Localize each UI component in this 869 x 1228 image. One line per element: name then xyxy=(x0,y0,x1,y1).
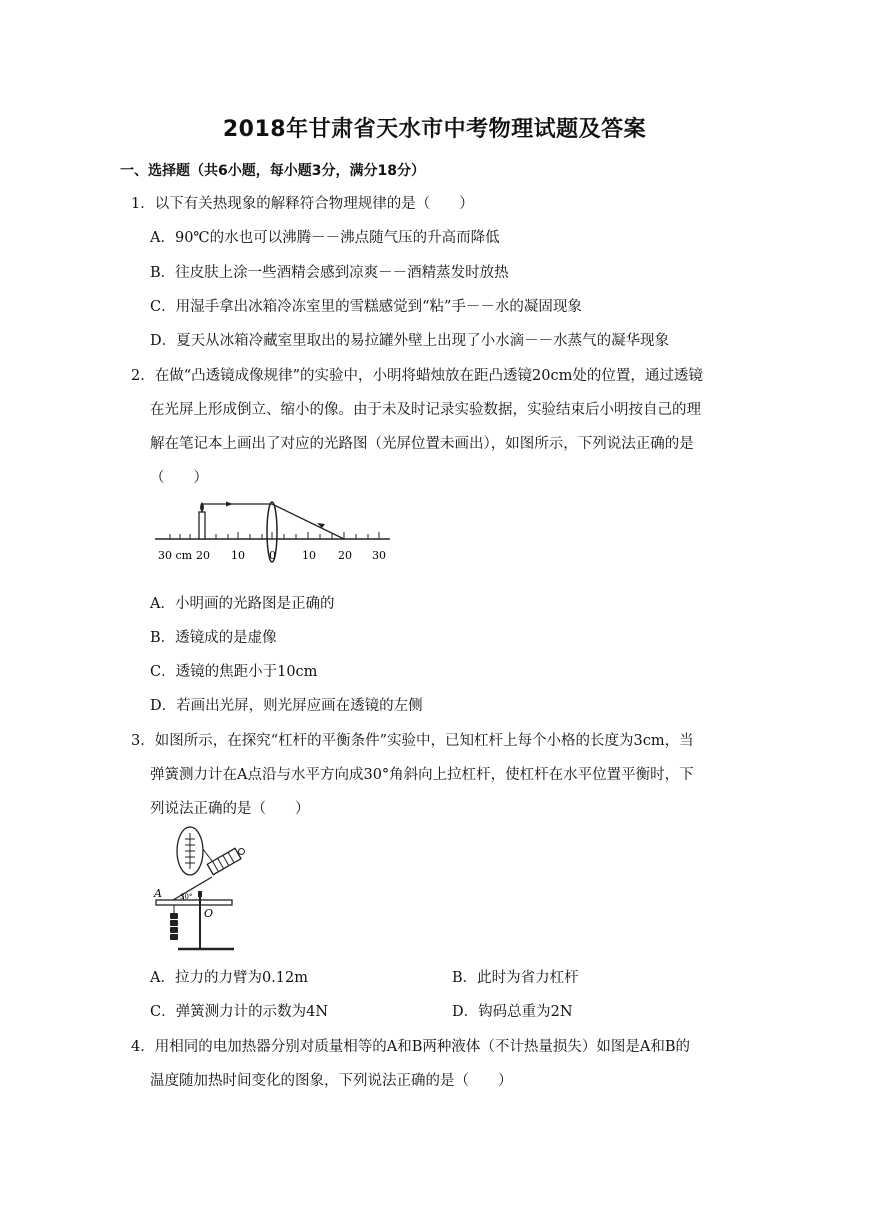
lens-ray-diagram xyxy=(150,492,395,572)
question-3-option-d: D．钩码总重为2N xyxy=(452,1004,573,1020)
question-3-stem-line1: 3．如图所示，在探究“杠杆的平衡条件”实验中，已知杠杆上每个小格的长度为3cm，当 xyxy=(131,733,694,749)
question-3-stem-line3: 列说法正确的是（ ） xyxy=(150,801,310,817)
question-2-option-c: C．透镜的焦距小于10cm xyxy=(150,664,318,680)
question-2-stem-line2: 在光屏上形成倒立、缩小的像。由于未及时记录实验数据，实验结束后小明按自己的理 xyxy=(150,402,701,418)
question-4-stem-line1: 4．用相同的电加热器分别对质量相等的A和B两种液体（不计热量损失）如图是A和B的 xyxy=(131,1039,690,1055)
question-2-stem-line4: （ ） xyxy=(150,470,208,486)
ruler-label-10-right: 10 xyxy=(302,549,316,562)
question-1-option-b: B．往皮肤上涂一些酒精会感到凉爽－－酒精蒸发时放热 xyxy=(150,265,509,281)
ruler-label-10-left: 10 xyxy=(231,549,245,562)
angle-30-label: 30° xyxy=(180,893,193,901)
ruler-label-20-right: 20 xyxy=(338,549,352,562)
question-1-option-d: D．夏天从冰箱冷藏室里取出的易拉罐外壁上出现了小水滴－－水蒸气的凝华现象 xyxy=(150,333,670,349)
ruler-label-0: 0 xyxy=(269,549,276,562)
ruler-label-30-right: 30 xyxy=(372,549,386,562)
question-2-option-b: B．透镜成的是虚像 xyxy=(150,630,277,646)
question-2-stem-line1: 2．在做“凸透镜成像规律”的实验中，小明将蜡烛放在距凸透镜20cm处的位置，通过透镜 xyxy=(131,368,703,384)
candle-shape xyxy=(199,512,205,539)
question-3-option-a: A．拉力的力臂为0.12m xyxy=(150,970,309,986)
question-2-option-d: D．若画出光屏，则光屏应画在透镜的左侧 xyxy=(150,698,423,714)
ruler-label-20-left: 20 xyxy=(196,549,210,562)
question-3-option-b: B．此时为省力杠杆 xyxy=(452,970,579,986)
question-2-option-a: A．小明画的光路图是正确的 xyxy=(150,596,335,612)
question-1-option-c: C．用湿手拿出冰箱冷冻室里的雪糕感觉到“粘”手－－水的凝固现象 xyxy=(150,299,582,315)
page-title: 2018年甘肃省天水市中考物理试题及答案 xyxy=(222,117,647,142)
ruler-label-30cm: 30 cm xyxy=(158,549,193,562)
question-3-stem-line2: 弹簧测力计在A点沿与水平方向成30°角斜向上拉杠杆，使杠杆在水平位置平衡时，下 xyxy=(150,767,694,783)
question-1-option-a: A．90℃的水也可以沸腾－－沸点随气压的升高而降低 xyxy=(150,230,500,246)
question-2-stem-line3: 解在笔记本上画出了对应的光路图（光屏位置未画出），如图所示，下列说法正确的是 xyxy=(150,436,694,452)
pivot-o-label: O xyxy=(204,907,214,920)
section-heading: 一、选择题（共6小题，每小题3分，满分18分） xyxy=(120,163,425,179)
question-4-stem-line2: 温度随加热时间变化的图象，下列说法正确的是（ ） xyxy=(150,1073,513,1089)
lever-diagram xyxy=(150,823,250,958)
point-a-label: A xyxy=(154,887,162,900)
question-1-stem: 1．以下有关热现象的解释符合物理规律的是（ ） xyxy=(131,196,474,212)
question-3-option-c: C．弹簧测力计的示数为4N xyxy=(150,1004,329,1020)
